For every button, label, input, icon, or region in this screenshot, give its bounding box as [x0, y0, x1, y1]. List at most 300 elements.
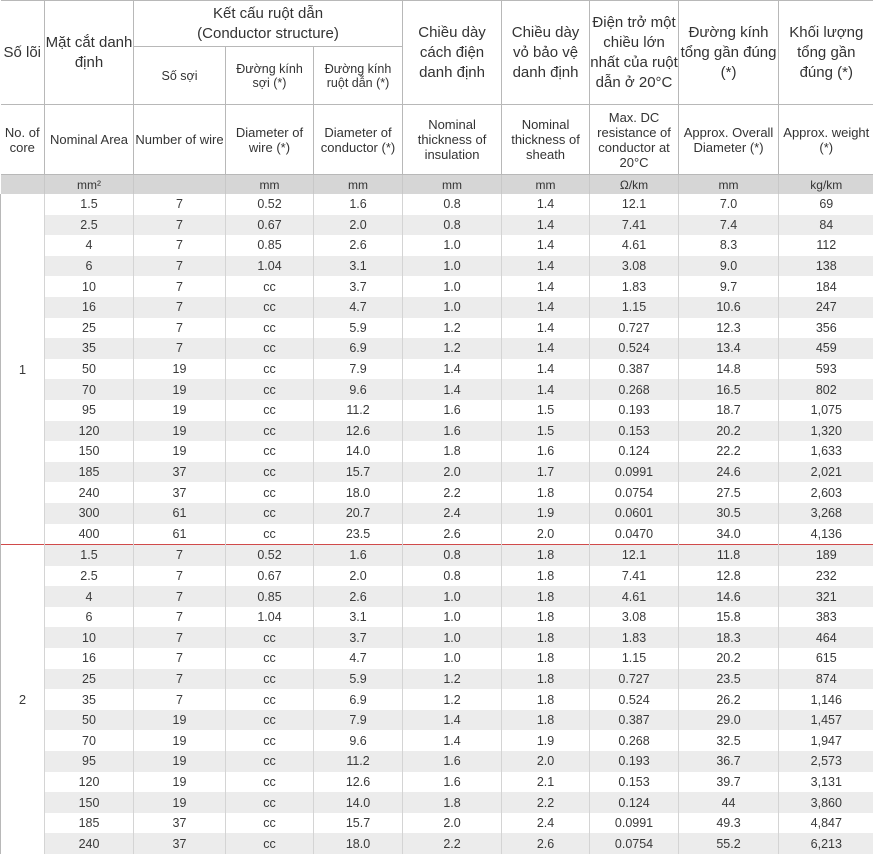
table-cell: 0.85 — [226, 235, 314, 256]
table-cell: cc — [226, 421, 314, 442]
table-cell: 7 — [134, 338, 226, 359]
table-cell: 5.9 — [314, 669, 403, 690]
table-cell: 39.7 — [679, 772, 779, 793]
table-cell: 1.15 — [590, 297, 679, 318]
table-cell: 19 — [134, 772, 226, 793]
unit-cell: kg/km — [779, 175, 873, 195]
table-cell: 1.4 — [502, 297, 590, 318]
table-cell: 1.8 — [502, 710, 590, 731]
table-cell: 7 — [134, 235, 226, 256]
table-cell: 84 — [779, 215, 873, 236]
table-cell: 70 — [45, 730, 134, 751]
table-cell: 0.67 — [226, 215, 314, 236]
table-row — [1, 462, 873, 483]
table-row — [1, 813, 873, 834]
table-cell: 14.0 — [314, 441, 403, 462]
table-row — [1, 792, 873, 813]
table-cell: 36.7 — [679, 751, 779, 772]
table-cell: 0.8 — [403, 545, 502, 566]
table-cell: 1.04 — [226, 256, 314, 277]
table-cell: 15.7 — [314, 813, 403, 834]
table-cell: 11.2 — [314, 751, 403, 772]
table-cell: 25 — [45, 669, 134, 690]
table-cell: 0.387 — [590, 359, 679, 380]
table-cell: 150 — [45, 792, 134, 813]
table-cell: 32.5 — [679, 730, 779, 751]
table-cell: 12.1 — [590, 194, 679, 215]
header-dia-cond-vi: Đường kính ruột dẫn (*) — [314, 47, 403, 105]
table-cell: 1.4 — [502, 256, 590, 277]
table-row — [1, 545, 873, 566]
table-cell: 61 — [134, 524, 226, 545]
table-cell: cc — [226, 297, 314, 318]
header-sheath-en: Nominal thickness of sheath — [502, 105, 590, 175]
units-core — [1, 175, 45, 195]
table-cell: 0.0470 — [590, 524, 679, 545]
table-cell: 20.2 — [679, 648, 779, 669]
table-cell: 184 — [779, 276, 873, 297]
table-cell: 4.61 — [590, 586, 679, 607]
table-cell: 2.0 — [314, 566, 403, 587]
table-cell: 7.4 — [679, 215, 779, 236]
table-cell: 0.387 — [590, 710, 679, 731]
table-cell: 1.7 — [502, 462, 590, 483]
table-cell: 6,213 — [779, 833, 873, 854]
table-cell: 7 — [134, 318, 226, 339]
table-cell: cc — [226, 318, 314, 339]
table-cell: 1.2 — [403, 318, 502, 339]
table-cell: 6.9 — [314, 689, 403, 710]
table-cell: 95 — [45, 751, 134, 772]
table-cell: 3.08 — [590, 607, 679, 628]
table-cell: 1.0 — [403, 235, 502, 256]
table-cell: 2.0 — [403, 462, 502, 483]
table-cell: 1.4 — [403, 730, 502, 751]
table-cell: 7.41 — [590, 566, 679, 587]
table-cell: 4,136 — [779, 524, 873, 545]
table-cell: 49.3 — [679, 813, 779, 834]
table-cell: 55.2 — [679, 833, 779, 854]
table-cell: 12.6 — [314, 421, 403, 442]
table-row — [1, 751, 873, 772]
table-row — [1, 730, 873, 751]
table-row — [1, 833, 873, 854]
table-row — [1, 772, 873, 793]
table-cell: 7 — [134, 586, 226, 607]
table-cell: 2.0 — [502, 524, 590, 545]
table-cell: 185 — [45, 813, 134, 834]
unit-cell: mm — [403, 175, 502, 195]
table-cell: 1.15 — [590, 648, 679, 669]
table-cell: 1.4 — [502, 215, 590, 236]
table-cell: 7 — [134, 297, 226, 318]
table-cell: 1.0 — [403, 256, 502, 277]
table-cell: 0.153 — [590, 421, 679, 442]
table-cell: 1,146 — [779, 689, 873, 710]
table-cell: cc — [226, 710, 314, 731]
table-cell: 0.0754 — [590, 482, 679, 503]
table-cell: 25 — [45, 318, 134, 339]
table-cell: 0.124 — [590, 441, 679, 462]
table-cell: 0.524 — [590, 338, 679, 359]
table-cell: 3,860 — [779, 792, 873, 813]
table-cell: cc — [226, 689, 314, 710]
header-diameter-vi: Đường kính tổng gần đúng (*) — [679, 1, 779, 105]
header-dia-wire-vi: Đường kính sợi (*) — [226, 47, 314, 105]
table-cell: 1.0 — [403, 627, 502, 648]
table-cell: 1,320 — [779, 421, 873, 442]
table-cell: 2.2 — [403, 833, 502, 854]
table-cell: 0.153 — [590, 772, 679, 793]
table-cell: 1.8 — [502, 607, 590, 628]
table-cell: 2.0 — [403, 813, 502, 834]
table-cell: 0.268 — [590, 730, 679, 751]
table-cell: 2.5 — [45, 215, 134, 236]
table-cell: 0.0754 — [590, 833, 679, 854]
table-body — [1, 194, 873, 854]
header-resistance-en: Max. DC resistance of conductor at 20°C — [590, 105, 679, 175]
table-cell: 4,847 — [779, 813, 873, 834]
header-structure-vi: Kết cấu ruột dẫn — [134, 4, 402, 24]
table-cell: 1.5 — [45, 545, 134, 566]
table-cell: 1.6 — [502, 441, 590, 462]
table-cell: 37 — [134, 813, 226, 834]
table-cell: 1.8 — [502, 669, 590, 690]
table-cell: 1.4 — [502, 379, 590, 400]
header-area-en: Nominal Area — [45, 105, 134, 175]
core-count-cell: 1 — [1, 194, 45, 545]
table-cell: 1.4 — [502, 359, 590, 380]
table-row — [1, 524, 873, 545]
header-dia-cond-en: Diameter of conductor (*) — [314, 105, 403, 175]
table-cell: 2.6 — [502, 833, 590, 854]
table-cell: 1.4 — [502, 276, 590, 297]
table-cell: 1,947 — [779, 730, 873, 751]
table-cell: 1.4 — [502, 338, 590, 359]
table-cell: 1.6 — [403, 751, 502, 772]
table-cell: 1.4 — [502, 318, 590, 339]
table-row — [1, 566, 873, 587]
table-cell: 1.5 — [502, 421, 590, 442]
header-core-en: No. of core — [1, 105, 45, 175]
table-cell: 23.5 — [679, 669, 779, 690]
table-cell: cc — [226, 482, 314, 503]
table-row — [1, 627, 873, 648]
units-row-group — [1, 175, 873, 195]
table-cell: cc — [226, 772, 314, 793]
table-row — [1, 194, 873, 215]
table-cell: 30.5 — [679, 503, 779, 524]
table-row — [1, 689, 873, 710]
table-cell: 7 — [134, 648, 226, 669]
table-cell: 383 — [779, 607, 873, 628]
table-cell: 112 — [779, 235, 873, 256]
table-cell: 9.7 — [679, 276, 779, 297]
unit-cell: Ω/km — [590, 175, 679, 195]
table-cell: 0.524 — [590, 689, 679, 710]
table-cell: 19 — [134, 441, 226, 462]
table-row — [1, 482, 873, 503]
table-cell: 3,268 — [779, 503, 873, 524]
table-row — [1, 607, 873, 628]
table-cell: 4 — [45, 586, 134, 607]
table-cell: 321 — [779, 586, 873, 607]
table-cell: cc — [226, 669, 314, 690]
core-count-cell: 2 — [1, 545, 45, 854]
table-cell: 13.4 — [679, 338, 779, 359]
table-cell: 7 — [134, 689, 226, 710]
table-row — [1, 297, 873, 318]
table-cell: cc — [226, 648, 314, 669]
table-cell: 1.6 — [403, 421, 502, 442]
table-cell: 12.3 — [679, 318, 779, 339]
table-cell: 4.61 — [590, 235, 679, 256]
table-cell: 3.7 — [314, 627, 403, 648]
table-cell: 9.0 — [679, 256, 779, 277]
table-row — [1, 276, 873, 297]
table-cell: 24.6 — [679, 462, 779, 483]
table-cell: 1.6 — [314, 545, 403, 566]
table-cell: 2.1 — [502, 772, 590, 793]
table-row — [1, 235, 873, 256]
table-cell: 18.3 — [679, 627, 779, 648]
header-dia-wire-en: Diameter of wire (*) — [226, 105, 314, 175]
table-cell: 0.85 — [226, 586, 314, 607]
table-cell: 7 — [134, 215, 226, 236]
table-cell: 2.5 — [45, 566, 134, 587]
table-cell: 0.727 — [590, 669, 679, 690]
table-cell: 189 — [779, 545, 873, 566]
table-row — [1, 421, 873, 442]
table-cell: cc — [226, 276, 314, 297]
table-cell: 18.7 — [679, 400, 779, 421]
table-cell: 19 — [134, 379, 226, 400]
header-num-wire-vi: Số sợi — [134, 47, 226, 105]
table-cell: 37 — [134, 833, 226, 854]
table-cell: 16 — [45, 297, 134, 318]
table-cell: 0.67 — [226, 566, 314, 587]
table-cell: 1.8 — [403, 792, 502, 813]
table-cell: 1.04 — [226, 607, 314, 628]
table-cell: 0.8 — [403, 194, 502, 215]
table-cell: 19 — [134, 421, 226, 442]
table-cell: 1.0 — [403, 586, 502, 607]
table-row — [1, 441, 873, 462]
table-cell: 1.5 — [45, 194, 134, 215]
table-cell: 1.4 — [403, 359, 502, 380]
unit-cell: mm — [314, 175, 403, 195]
table-cell: 7 — [134, 627, 226, 648]
header-insulation-vi: Chiều dày cách điện danh định — [403, 1, 502, 105]
table-cell: 27.5 — [679, 482, 779, 503]
table-cell: 1.9 — [502, 730, 590, 751]
table-cell: 2.6 — [314, 235, 403, 256]
table-cell: 7.41 — [590, 215, 679, 236]
table-cell: 1.8 — [502, 545, 590, 566]
table-cell: 1.8 — [502, 689, 590, 710]
table-cell: 9.6 — [314, 730, 403, 751]
table-cell: 7 — [134, 607, 226, 628]
table-cell: 7.9 — [314, 710, 403, 731]
table-cell: 22.2 — [679, 441, 779, 462]
table-cell: 300 — [45, 503, 134, 524]
table-cell: 1.0 — [403, 648, 502, 669]
table-cell: cc — [226, 627, 314, 648]
table-cell: 9.6 — [314, 379, 403, 400]
table-cell: 20.2 — [679, 421, 779, 442]
header-structure-en: (Conductor structure) — [134, 24, 402, 44]
table-cell: 0.8 — [403, 215, 502, 236]
table-cell: 14.0 — [314, 792, 403, 813]
table-row — [1, 338, 873, 359]
table-cell: 240 — [45, 833, 134, 854]
table-cell: 6 — [45, 256, 134, 277]
table-cell: 2.0 — [314, 215, 403, 236]
table-cell: 95 — [45, 400, 134, 421]
table-cell: 0.52 — [226, 194, 314, 215]
table-cell: 12.6 — [314, 772, 403, 793]
table-row — [1, 215, 873, 236]
table-cell: 1.83 — [590, 627, 679, 648]
table-cell: 185 — [45, 462, 134, 483]
table-cell: 802 — [779, 379, 873, 400]
table-cell: 50 — [45, 710, 134, 731]
table-cell: 1.4 — [403, 710, 502, 731]
table-cell: 19 — [134, 792, 226, 813]
table-cell: 2,573 — [779, 751, 873, 772]
table-cell: 138 — [779, 256, 873, 277]
header-area-vi: Mặt cắt danh định — [45, 1, 134, 105]
table-cell: 1.8 — [502, 648, 590, 669]
table-cell: 35 — [45, 338, 134, 359]
header-resistance-vi: Điện trở một chiều lớn nhất của ruột dẫn ở 20°C — [590, 1, 679, 105]
table-cell: 464 — [779, 627, 873, 648]
table-cell: 16 — [45, 648, 134, 669]
table-cell: 2.2 — [403, 482, 502, 503]
table-cell: 19 — [134, 751, 226, 772]
table-cell: 12.8 — [679, 566, 779, 587]
table-cell: 459 — [779, 338, 873, 359]
table-cell: 1,075 — [779, 400, 873, 421]
table-cell: 6 — [45, 607, 134, 628]
table-cell: 7 — [134, 566, 226, 587]
table-cell: 874 — [779, 669, 873, 690]
table-cell: 120 — [45, 772, 134, 793]
table-cell: 3.1 — [314, 256, 403, 277]
table-row — [1, 710, 873, 731]
table-row — [1, 318, 873, 339]
table-cell: 7 — [134, 276, 226, 297]
table-cell: 8.3 — [679, 235, 779, 256]
table-row — [1, 669, 873, 690]
table-cell: 0.193 — [590, 751, 679, 772]
table-row — [1, 400, 873, 421]
table-cell: 2,021 — [779, 462, 873, 483]
table-cell: 232 — [779, 566, 873, 587]
table-cell: 1.9 — [502, 503, 590, 524]
table-cell: 7 — [134, 194, 226, 215]
unit-cell: mm — [226, 175, 314, 195]
table-row — [1, 503, 873, 524]
table-cell: cc — [226, 503, 314, 524]
unit-cell: mm² — [45, 175, 134, 195]
table-cell: cc — [226, 833, 314, 854]
table-cell: cc — [226, 379, 314, 400]
table-header — [1, 1, 873, 175]
table-cell: 240 — [45, 482, 134, 503]
table-cell: cc — [226, 813, 314, 834]
table-cell: 4.7 — [314, 297, 403, 318]
table-cell: 11.2 — [314, 400, 403, 421]
table-cell: 7.9 — [314, 359, 403, 380]
table-cell: 4.7 — [314, 648, 403, 669]
table-cell: 35 — [45, 689, 134, 710]
table-cell: 0.0991 — [590, 462, 679, 483]
table-cell: 0.268 — [590, 379, 679, 400]
table-cell: 29.0 — [679, 710, 779, 731]
table-cell: 1.4 — [403, 379, 502, 400]
table-cell: 15.7 — [314, 462, 403, 483]
table-cell: 2,603 — [779, 482, 873, 503]
header-sheath-vi: Chiều dày vỏ bảo vệ danh định — [502, 1, 590, 105]
table-cell: 2.2 — [502, 792, 590, 813]
table-cell: 7.0 — [679, 194, 779, 215]
table-cell: 20.7 — [314, 503, 403, 524]
unit-cell: mm — [679, 175, 779, 195]
table-cell: 1.2 — [403, 669, 502, 690]
header-structure — [134, 1, 403, 47]
table-row — [1, 359, 873, 380]
table-cell: 1.8 — [502, 586, 590, 607]
table-cell: cc — [226, 524, 314, 545]
table-cell: 19 — [134, 710, 226, 731]
table-cell: 37 — [134, 462, 226, 483]
table-cell: 0.52 — [226, 545, 314, 566]
table-cell: 7 — [134, 669, 226, 690]
table-cell: 1,633 — [779, 441, 873, 462]
table-cell: 15.8 — [679, 607, 779, 628]
table-cell: 1.5 — [502, 400, 590, 421]
table-cell: 3.08 — [590, 256, 679, 277]
table-cell: 0.0991 — [590, 813, 679, 834]
unit-cell: mm — [502, 175, 590, 195]
table-cell: 19 — [134, 730, 226, 751]
table-cell: 26.2 — [679, 689, 779, 710]
table-cell: 1.83 — [590, 276, 679, 297]
table-cell: 356 — [779, 318, 873, 339]
table-cell: 19 — [134, 359, 226, 380]
table-cell: 247 — [779, 297, 873, 318]
header-num-wire-en: Number of wire — [134, 105, 226, 175]
table-cell: cc — [226, 359, 314, 380]
table-cell: 0.727 — [590, 318, 679, 339]
table-cell: 2.6 — [314, 586, 403, 607]
table-cell: 34.0 — [679, 524, 779, 545]
table-cell: 1.6 — [403, 400, 502, 421]
table-cell: 3.1 — [314, 607, 403, 628]
table-cell: cc — [226, 462, 314, 483]
table-cell: 615 — [779, 648, 873, 669]
table-cell: 1,457 — [779, 710, 873, 731]
table-row — [1, 379, 873, 400]
header-weight-en: Approx. weight (*) — [779, 105, 873, 175]
table-row — [1, 256, 873, 277]
unit-cell — [134, 175, 226, 195]
table-cell: cc — [226, 751, 314, 772]
table-cell: cc — [226, 730, 314, 751]
table-cell: 37 — [134, 482, 226, 503]
table-cell: cc — [226, 338, 314, 359]
